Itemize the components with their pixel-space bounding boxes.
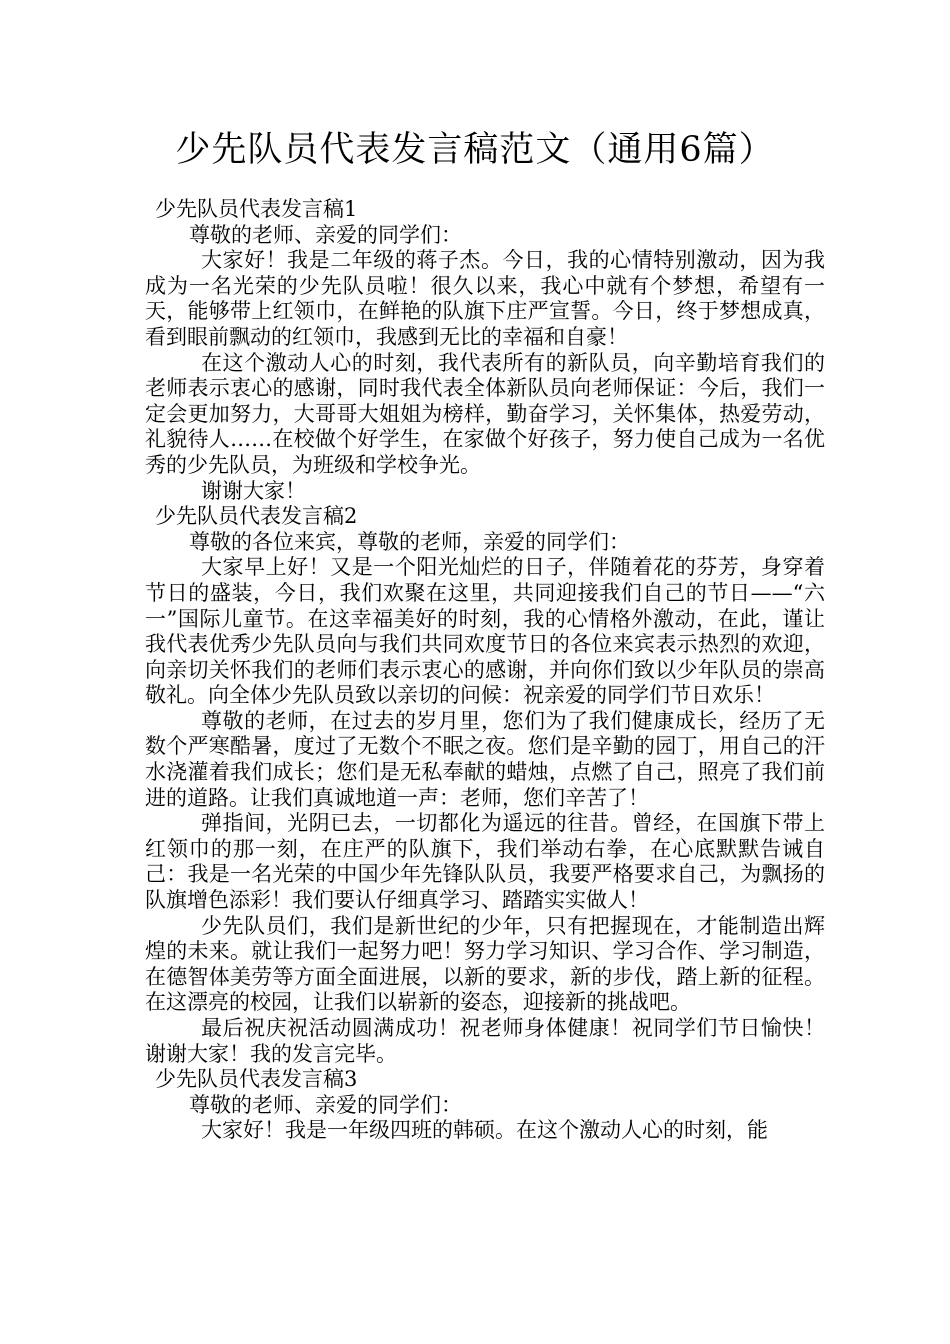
speech-section-2	[145, 504, 825, 1067]
document-body	[145, 197, 825, 1144]
paragraph: 弹指间，光阴已去，一切都化为遥远的往昔。曾经，在国旗下带上红领巾的那一刻，在庄严的队旗下，我们举动右拳，在心底默默告诫自己：我是一名光荣的中国少年先锋队队员，我要严格要求自己，为飘扬的队旗增色添彩！我们要认仔细真学习、踏踏实实做人！	[145, 811, 825, 913]
paragraph: 少先队员们，我们是新世纪的少年，只有把握现在，才能制造出辉煌的未来。就让我们一起努力吧！努力学习知识、学习合作、学习制造，在德智体美劳等方面全面进展，以新的要求，新的步伐，踏上新的征程。在这漂亮的校园，让我们以崭新的姿态，迎接新的挑战吧。	[145, 913, 825, 1015]
section-greeting: 尊敬的老师、亲爱的同学们：	[189, 222, 462, 247]
section-heading: 少先队员代表发言稿2	[155, 504, 358, 529]
page-title: 少先队员代表发言稿范文（通用6篇）	[175, 130, 775, 170]
paragraph: 大家早上好！又是一个阳光灿烂的日子，伴随着花的芬芳，身穿着节日的盛装，今日，我们欢聚在这里，共同迎接我们自己的节日——“六一”国际儿童节。在这幸福美好的时刻，我的心情格外激动，在此，谨让我代表优秀少先队员向与我们共同欢度节日的各位来宾表示热烈的欢迎，向亲切关怀我们的老师们表示衷心的感谢，并向你们致以少年队员的崇高敬礼。向全体少先队员致以亲切的问候：祝亲爱的同学们节日欢乐！	[145, 555, 825, 708]
paragraph: 尊敬的老师，在过去的岁月里，您们为了我们健康成长，经历了无数个严寒酷暑，度过了无数个不眠之夜。您们是辛勤的园丁，用自己的汗水浇灌着我们成长；您们是无私奉献的蜡烛，点燃了自己，照亮了我们前进的道路。让我们真诚地道一声：老师，您们辛苦了！	[145, 708, 825, 810]
section-heading: 少先队员代表发言稿3	[155, 1067, 358, 1092]
section-greeting: 尊敬的老师、亲爱的同学们：	[189, 1092, 462, 1117]
paragraph: 谢谢大家！	[201, 478, 306, 503]
paragraph: 大家好！我是二年级的蒋子杰。今日，我的心情特别激动，因为我成为一名光荣的少先队员啦！很久以来，我心中就有个梦想，希望有一天，能够带上红领巾，在鲜艳的队旗下庄严宣誓。今日，终于梦想成真，看到眼前飘动的红领巾，我感到无比的幸福和自豪！	[145, 248, 825, 349]
paragraph: 大家好！我是一年级四班的韩硕。在这个激动人心的时刻，能	[201, 1118, 768, 1143]
speech-section-3	[145, 1067, 825, 1144]
paragraph: 在这个激动人心的时刻，我代表所有的新队员，向辛勤培育我们的老师表示衷心的感谢，同时我代表全体新队员向老师保证：今后，我们一定会更加努力，大哥哥大姐姐为榜样，勤奋学习，关怀集体，热爱劳动，礼貌待人……在校做个好学生，在家做个好孩子，努力使自己成为一名优秀的少先队员，为班级和学校争光。	[145, 350, 825, 477]
paragraph: 最后祝庆祝活动圆满成功！祝老师身体健康！祝同学们节日愉快！谢谢大家！我的发言完毕。	[145, 1016, 825, 1066]
section-heading: 少先队员代表发言稿1	[155, 197, 358, 221]
section-greeting: 尊敬的各位来宾，尊敬的老师，亲爱的同学们：	[189, 529, 630, 554]
speech-section-1	[145, 197, 825, 504]
